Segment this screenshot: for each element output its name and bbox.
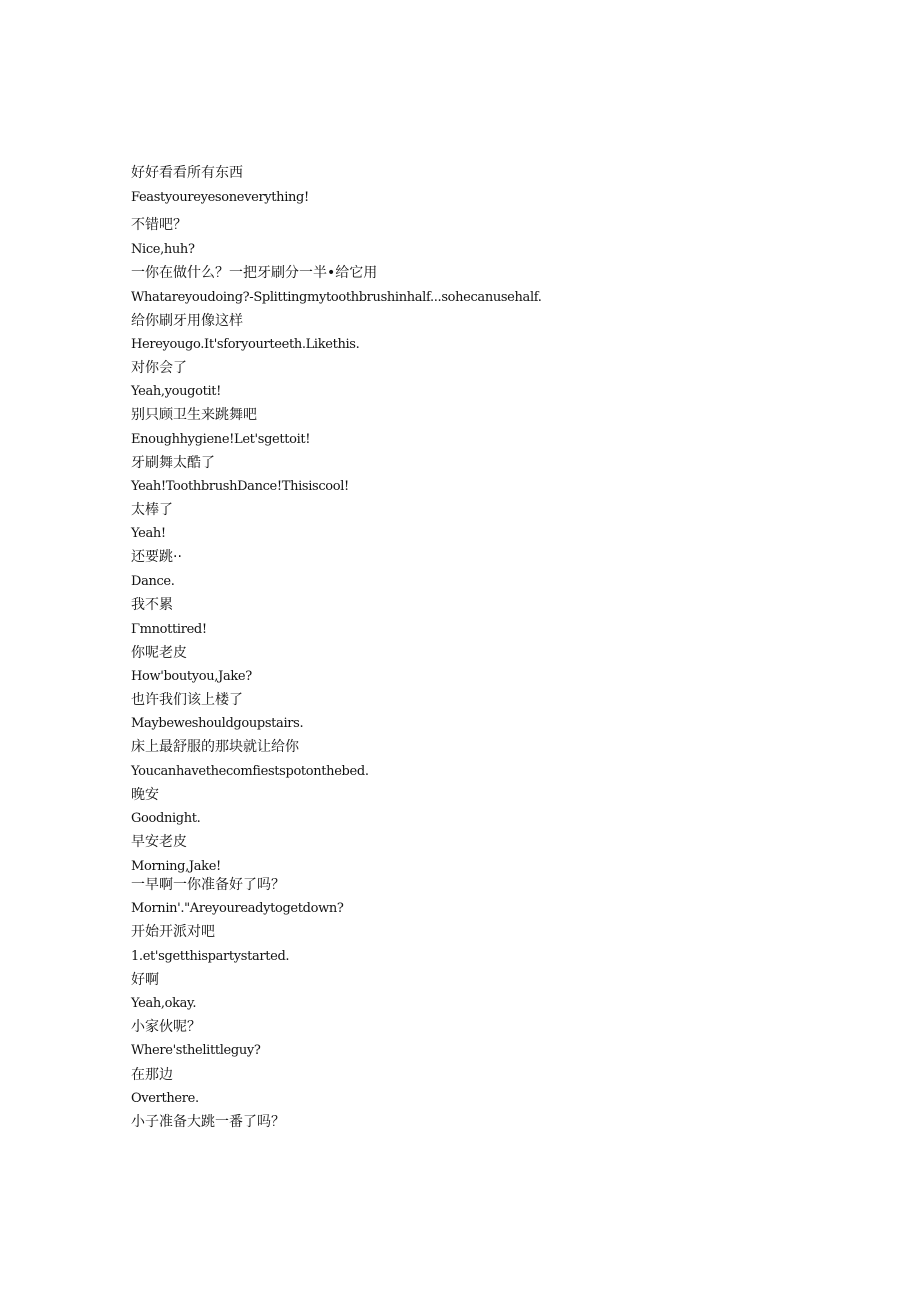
subtitle-line-en: Nice,huh? [131, 242, 195, 257]
subtitle-line-zh: 好啊 [131, 972, 159, 988]
subtitle-line-zh: 床上最舒服的那块就让给你 [131, 739, 299, 755]
subtitle-line-zh: 晚安 [131, 787, 159, 803]
subtitle-line-en: Yeah,yougotit! [131, 384, 222, 399]
subtitle-line-en: Youcanhavethecomfiestspotonthebed. [131, 764, 369, 779]
subtitle-line-en: Dance. [131, 574, 175, 589]
subtitle-line-zh: 你呢老皮 [131, 645, 187, 661]
subtitle-line-zh: 一你在做什么？一把牙刷分一半•给它用 [131, 265, 378, 281]
subtitle-line-en: Mornin'."Areyoureadytogetdown? [131, 901, 344, 916]
subtitle-line-en: Feastyoureyesoneverything! [131, 190, 309, 205]
subtitle-line-en: Maybeweshouldgoupstairs. [131, 716, 304, 731]
subtitle-line-en: Enoughhygiene!Let'sgettoit! [131, 432, 311, 447]
subtitle-line-en: How'boutyou,Jake? [131, 669, 252, 684]
subtitle-line-en: 1.et'sgetthispartystarted. [131, 949, 290, 964]
subtitle-line-en: Γmnottired! [131, 622, 207, 637]
subtitle-line-zh: 太棒了 [131, 502, 173, 518]
subtitle-line-en: Goodnight. [131, 811, 201, 826]
subtitle-line-zh: 不错吧？ [131, 217, 187, 233]
subtitle-line-zh: 开始开派对吧 [131, 924, 215, 940]
subtitle-line-en: Yeah,okay. [131, 996, 197, 1011]
subtitle-line-zh: 还要跳·· [131, 549, 182, 565]
subtitle-line-en: Overthere. [131, 1091, 199, 1106]
subtitle-line-zh: 也许我们该上楼了 [131, 692, 243, 708]
subtitle-line-zh: 小子准备大跳一番了吗？ [131, 1114, 285, 1130]
subtitle-line-zh: 在那边 [131, 1067, 173, 1083]
subtitle-line-zh: 牙刷舞太酷了 [131, 455, 215, 471]
subtitle-line-zh: 小家伙呢？ [131, 1019, 201, 1035]
subtitle-line-zh: 对你会了 [131, 360, 187, 376]
subtitle-line-en: Morning,Jake! [131, 859, 221, 874]
subtitle-line-zh: 别只顾卫生来跳舞吧 [131, 407, 257, 423]
subtitle-line-zh: 我不累 [131, 597, 173, 613]
subtitle-line-zh: 好好看看所有东西 [131, 165, 243, 181]
subtitle-line-zh: 一早啊一你准备好了吗？ [131, 877, 285, 893]
subtitle-line-en: Yeah! [131, 526, 166, 541]
subtitle-line-zh: 给你刷牙用像这样 [131, 313, 243, 329]
subtitle-line-zh: 早安老皮 [131, 834, 187, 850]
subtitle-line-en: Yeah!ToothbrushDance!Thisiscool! [131, 479, 349, 494]
subtitle-line-en: Whatareyoudoing?-Splittingmytoothbrushinhalf...sohecanusehalf. [131, 290, 542, 305]
subtitle-line-en: Hereyougo.It'sforyourteeth.Likethis. [131, 337, 360, 352]
subtitle-line-en: Where'sthelittleguy? [131, 1043, 261, 1058]
